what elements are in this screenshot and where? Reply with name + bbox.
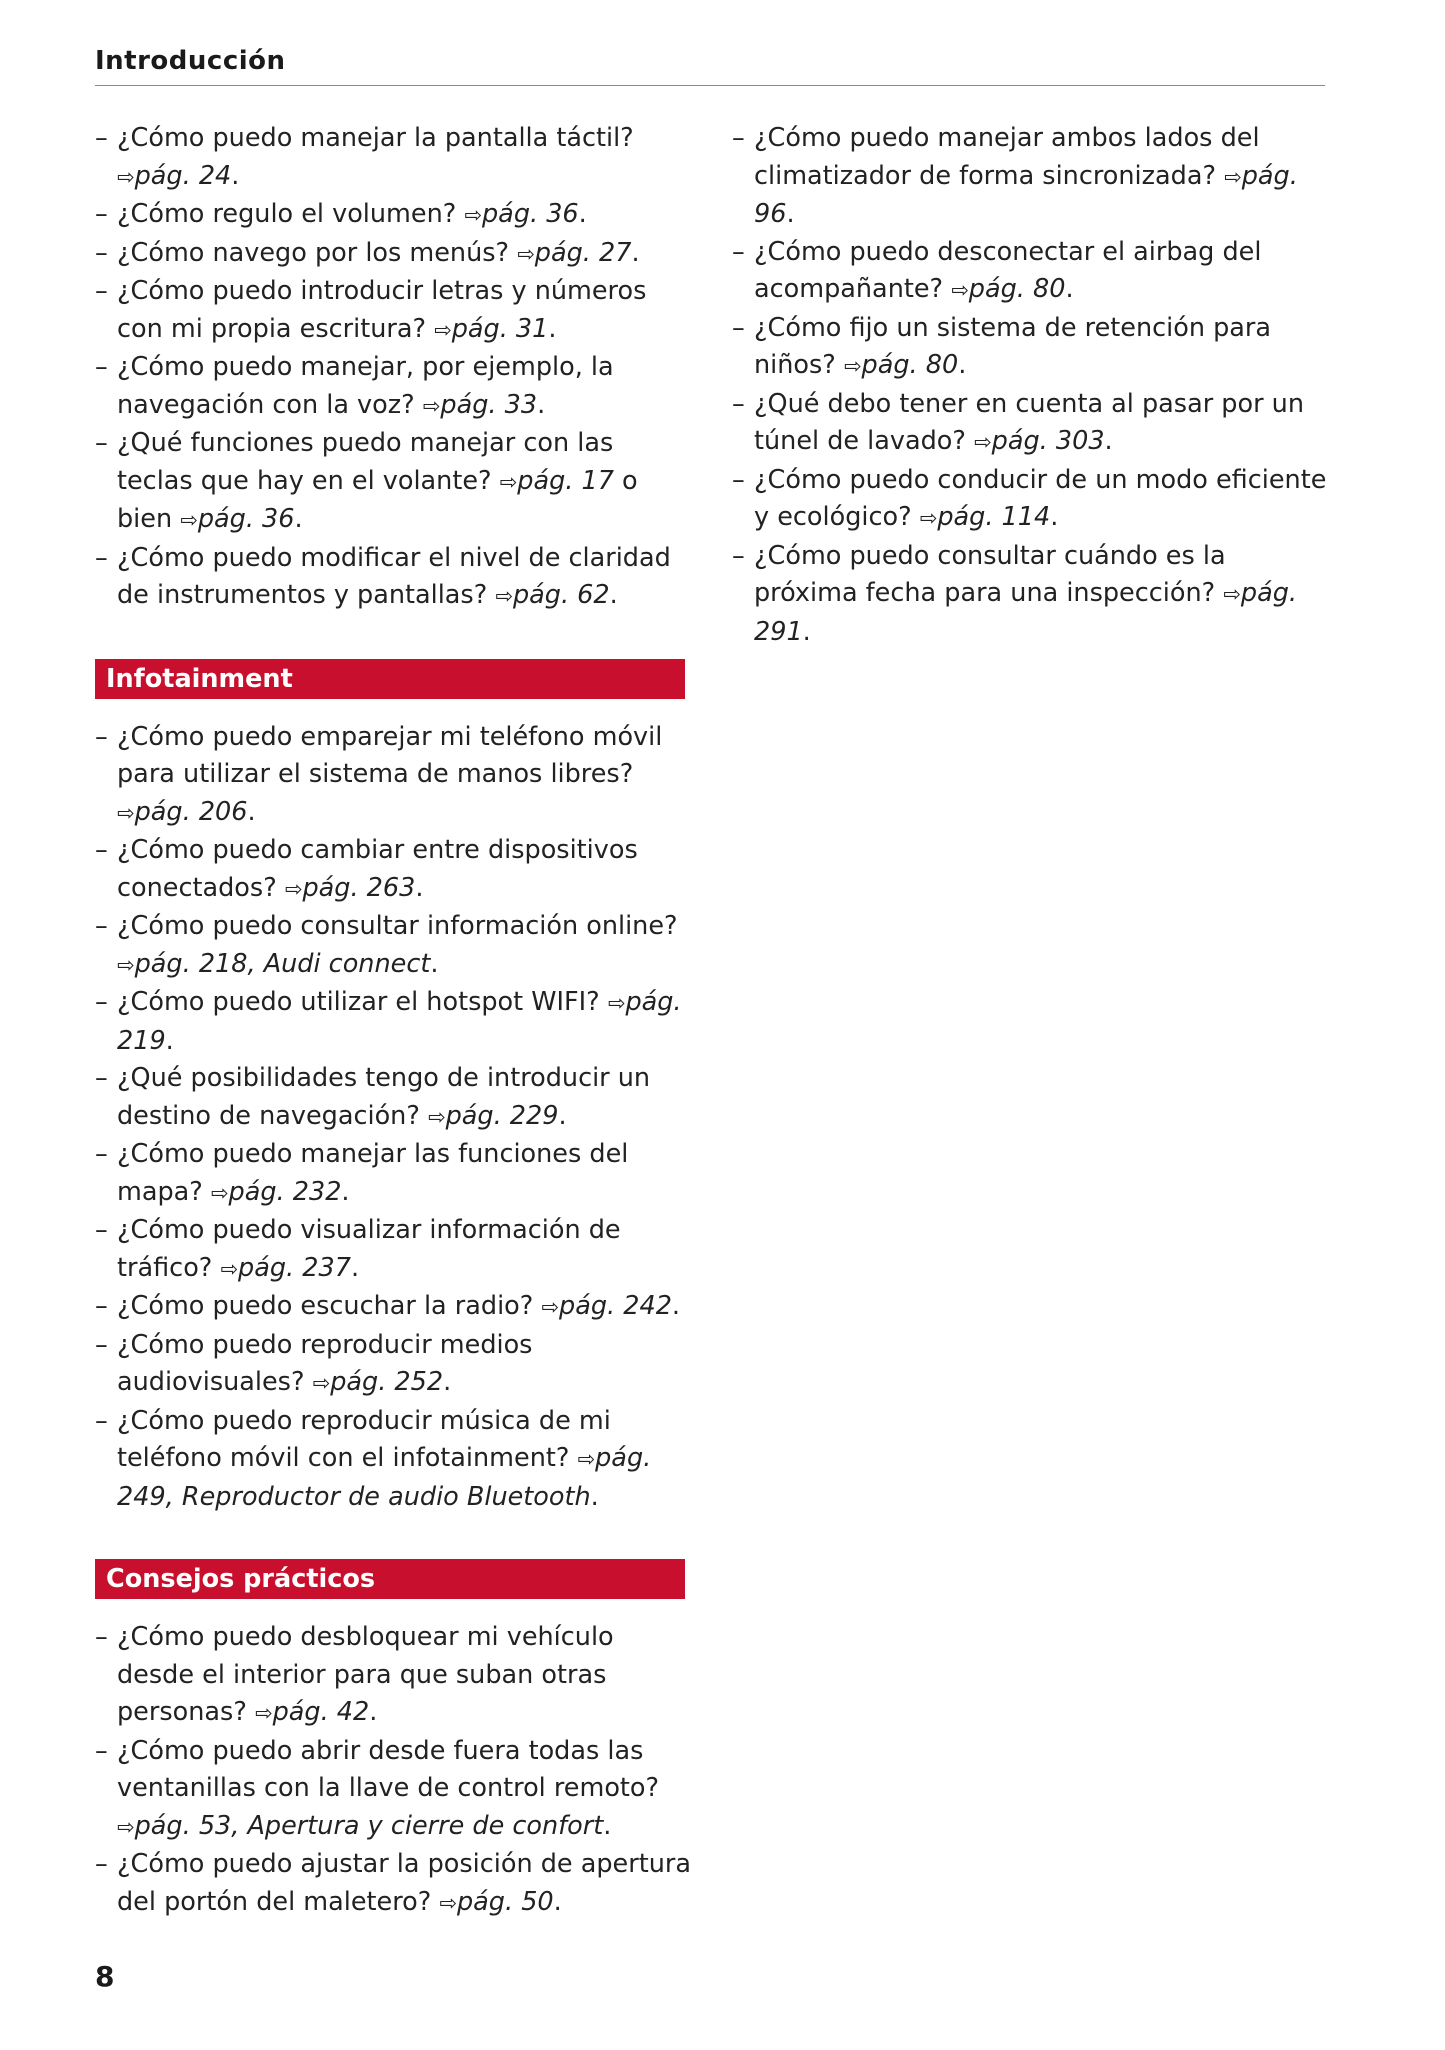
page-number: 8	[95, 1960, 115, 1993]
arrow-right-icon: ⇨	[843, 354, 862, 378]
trailing-punctuation: .	[578, 199, 587, 229]
question-text: ¿Cómo puedo emparejar mi teléfono móvil para utilizar el sistema de manos libres?	[117, 721, 663, 789]
arrow-right-icon: ⇨	[117, 164, 135, 189]
question-text: ¿Cómo puedo modificar el nivel de claridad de instrumentos y pantallas?	[117, 542, 671, 610]
trailing-punctuation: .	[603, 1810, 612, 1841]
question-item	[95, 1733, 695, 1847]
page-reference-link[interactable]: pág. 33	[440, 389, 538, 420]
question-text: ¿Cómo puedo consultar cuándo es la próxima fecha para una inspección?	[754, 540, 1226, 608]
question-item	[732, 386, 1332, 462]
question-item	[732, 538, 1332, 652]
question-item	[732, 234, 1332, 310]
question-text: ¿Cómo puedo cambiar entre dispositivos conectados?	[117, 835, 638, 903]
trailing-punctuation: .	[1065, 274, 1074, 304]
trailing-punctuation: .	[786, 199, 795, 229]
page-reference-link[interactable]: pág. 291	[754, 578, 1297, 647]
arrow-right-icon: ⇨	[254, 1701, 273, 1725]
general-question-list	[95, 120, 695, 616]
arrow-right-icon: ⇨	[1223, 582, 1241, 606]
page-reference-link[interactable]: pág. 229	[445, 1100, 559, 1131]
right-column	[732, 120, 1332, 651]
section-heading-consejos-practicos: Consejos prácticos	[95, 1559, 685, 1599]
arrow-right-icon: ⇨	[427, 1104, 446, 1129]
question-item	[95, 349, 695, 425]
question-text: ¿Cómo puedo manejar, por ejemplo, la navegación con la voz?	[117, 352, 614, 420]
question-text: ¿Qué posibilidades tengo de introducir un destino de navegación?	[117, 1063, 651, 1131]
arrow-right-icon: ⇨	[517, 241, 535, 266]
question-text: ¿Qué funciones puedo manejar con las teclas que hay en el volante?	[117, 428, 614, 496]
question-text: ¿Cómo puedo manejar ambos lados del climatizador de forma sincronizada?	[754, 123, 1260, 191]
page-reference-link[interactable]: pág. 42	[272, 1697, 370, 1727]
trailing-punctuation: .	[294, 504, 303, 534]
question-item	[95, 1288, 695, 1327]
question-text: ¿Cómo puedo ajustar la posición de apertura del portón del maletero?	[117, 1849, 691, 1917]
page-reference-link[interactable]: pág. 17	[517, 465, 614, 496]
arrow-right-icon: ⇨	[577, 1447, 596, 1471]
trailing-punctuation: .	[548, 313, 557, 344]
question-text: ¿Cómo fijo un sistema de retención para niños?	[754, 312, 1272, 380]
page-reference-link[interactable]: pág. 53, Apertura y cierre de confort	[134, 1810, 604, 1841]
trailing-punctuation: .	[802, 616, 811, 647]
question-item	[95, 1136, 695, 1212]
question-item	[95, 908, 695, 984]
header-divider	[95, 85, 1325, 86]
question-text: ¿Qué debo tener en cuenta al pasar por un túnel de lavado?	[754, 388, 1305, 456]
left-column	[95, 120, 695, 1922]
question-item	[95, 540, 695, 616]
trailing-punctuation: .	[350, 1252, 360, 1283]
question-item	[732, 462, 1332, 538]
question-item	[732, 310, 1332, 386]
question-item	[95, 984, 695, 1060]
page-reference-link[interactable]: pág. 36	[482, 199, 579, 229]
arrow-right-icon: ⇨	[1224, 164, 1242, 189]
trailing-punctuation: .	[558, 1100, 567, 1131]
question-item	[95, 120, 695, 196]
question-item	[95, 832, 695, 908]
page-reference-link[interactable]: pág. 303	[991, 426, 1105, 456]
page-reference-link[interactable]: pág. 232	[228, 1176, 342, 1207]
trailing-punctuation: .	[443, 1367, 452, 1397]
page-reference-link[interactable]: pág. 80	[968, 274, 1066, 304]
trailing-punctuation: .	[341, 1176, 350, 1207]
question-text: ¿Cómo puedo utilizar el hotspot WIFI?	[117, 987, 608, 1017]
trailing-punctuation: .	[1050, 502, 1059, 532]
question-item	[95, 273, 695, 349]
question-item	[95, 1619, 695, 1733]
trailing-punctuation: .	[609, 580, 618, 610]
page-reference-link[interactable]: pág. 80	[861, 350, 959, 380]
page-reference-link[interactable]: pág. 219	[117, 987, 682, 1056]
trailing-punctuation: .	[958, 350, 967, 380]
trailing-punctuation: .	[590, 1481, 599, 1512]
arrow-right-icon: ⇨	[439, 1890, 457, 1915]
trailing-punctuation: .	[553, 1886, 562, 1917]
arrow-right-icon: ⇨	[117, 952, 135, 977]
arrow-right-icon: ⇨	[117, 800, 135, 825]
page-reference-link[interactable]: pág. 36	[197, 504, 295, 534]
page-reference-link[interactable]: pág. 252	[330, 1367, 444, 1397]
arrow-right-icon: ⇨	[499, 469, 518, 494]
page-reference-link[interactable]: pág. 96	[754, 160, 1298, 229]
question-text: ¿Cómo puedo introducir letras y números con mi propia escritura?	[117, 276, 647, 344]
question-item	[95, 1060, 695, 1136]
page-reference-link[interactable]: pág. 218, Audi connect	[134, 948, 431, 979]
question-text: ¿Cómo puedo consultar información online?	[117, 911, 678, 941]
question-item	[95, 1327, 695, 1403]
trailing-punctuation: .	[247, 796, 256, 827]
question-text: ¿Cómo puedo manejar las funciones del mapa?	[117, 1139, 629, 1207]
page-reference-link[interactable]: pág. 242	[559, 1291, 672, 1321]
question-item	[95, 1212, 695, 1288]
page-reference-link[interactable]: pág. 206	[134, 796, 248, 827]
arrow-right-icon: ⇨	[541, 1295, 560, 1319]
question-item	[95, 719, 695, 833]
arrow-right-icon: ⇨	[974, 430, 992, 454]
arrow-right-icon: ⇨	[180, 508, 198, 532]
question-text: ¿Cómo navego por los menús?	[117, 237, 518, 268]
trailing-punctuation: .	[369, 1697, 378, 1727]
question-text: ¿Cómo puedo desbloquear mi vehículo desde el interior para que suban otras personas?	[117, 1622, 614, 1727]
infotainment-question-list	[95, 719, 695, 1517]
question-text: ¿Cómo puedo abrir desde fuera todas las ventanillas con la llave de control remoto?	[117, 1735, 660, 1803]
question-item	[95, 1403, 695, 1517]
question-text: ¿Cómo regulo el volumen?	[117, 199, 465, 229]
trailing-punctuation: .	[1104, 426, 1113, 456]
trailing-punctuation: .	[231, 160, 240, 191]
arrow-right-icon: ⇨	[495, 584, 513, 608]
trailing-punctuation: .	[671, 1291, 681, 1321]
question-item	[95, 235, 695, 274]
arrow-right-icon: ⇨	[312, 1371, 331, 1395]
arrow-right-icon: ⇨	[951, 278, 969, 302]
page-reference-link[interactable]: pág. 263	[302, 872, 416, 903]
question-item	[732, 120, 1332, 234]
question-text: ¿Cómo puedo conducir de un modo eficiente y ecológico?	[754, 464, 1327, 532]
page-reference-link[interactable]: pág. 50	[456, 1886, 554, 1917]
trailing-punctuation: .	[537, 389, 546, 420]
arrow-right-icon: ⇨	[434, 317, 452, 342]
page-reference-link[interactable]: pág. 237	[238, 1252, 351, 1283]
arrow-right-icon: ⇨	[117, 1814, 135, 1839]
question-text: ¿Cómo puedo manejar la pantalla táctil?	[117, 123, 634, 153]
arrow-right-icon: ⇨	[464, 203, 482, 227]
connector-text: o bien	[117, 465, 638, 534]
page-reference-link[interactable]: pág. 31	[451, 313, 549, 344]
question-item	[95, 196, 695, 235]
consejos-question-list	[95, 1619, 695, 1922]
page-reference-link[interactable]: pág. 27	[534, 237, 632, 268]
arrow-right-icon: ⇨	[919, 506, 938, 530]
page-reference-link[interactable]: pág. 249, Reproductor de audio Bluetooth	[117, 1443, 652, 1512]
section-heading-infotainment: Infotainment	[95, 659, 685, 699]
arrow-right-icon: ⇨	[607, 991, 626, 1015]
question-text: ¿Cómo puedo reproducir medios audiovisuales?	[117, 1329, 533, 1397]
arrow-right-icon: ⇨	[284, 876, 303, 901]
question-text: ¿Cómo puedo reproducir música de mi teléfono móvil con el infotainment?	[117, 1405, 611, 1473]
question-text: ¿Cómo puedo desconectar el airbag del acompañante?	[754, 236, 1262, 304]
arrow-right-icon: ⇨	[210, 1180, 229, 1205]
page-header-title: Introducción	[95, 46, 286, 76]
trailing-punctuation: .	[415, 872, 424, 903]
question-item	[95, 425, 695, 540]
trailing-punctuation: .	[631, 237, 640, 268]
page-reference-link[interactable]: pág. 24	[134, 160, 232, 191]
trailing-punctuation: .	[430, 948, 439, 979]
page-reference-link[interactable]: pág. 114	[937, 502, 1051, 532]
question-item	[95, 1846, 695, 1922]
question-text: ¿Cómo puedo visualizar información de tráfico?	[117, 1215, 621, 1283]
arrow-right-icon: ⇨	[422, 393, 441, 418]
page-reference-link[interactable]: pág. 62	[512, 580, 610, 610]
right-question-list	[732, 120, 1332, 651]
question-text: ¿Cómo puedo escuchar la radio?	[117, 1291, 542, 1321]
arrow-right-icon: ⇨	[220, 1256, 239, 1281]
trailing-punctuation: .	[165, 1025, 174, 1056]
